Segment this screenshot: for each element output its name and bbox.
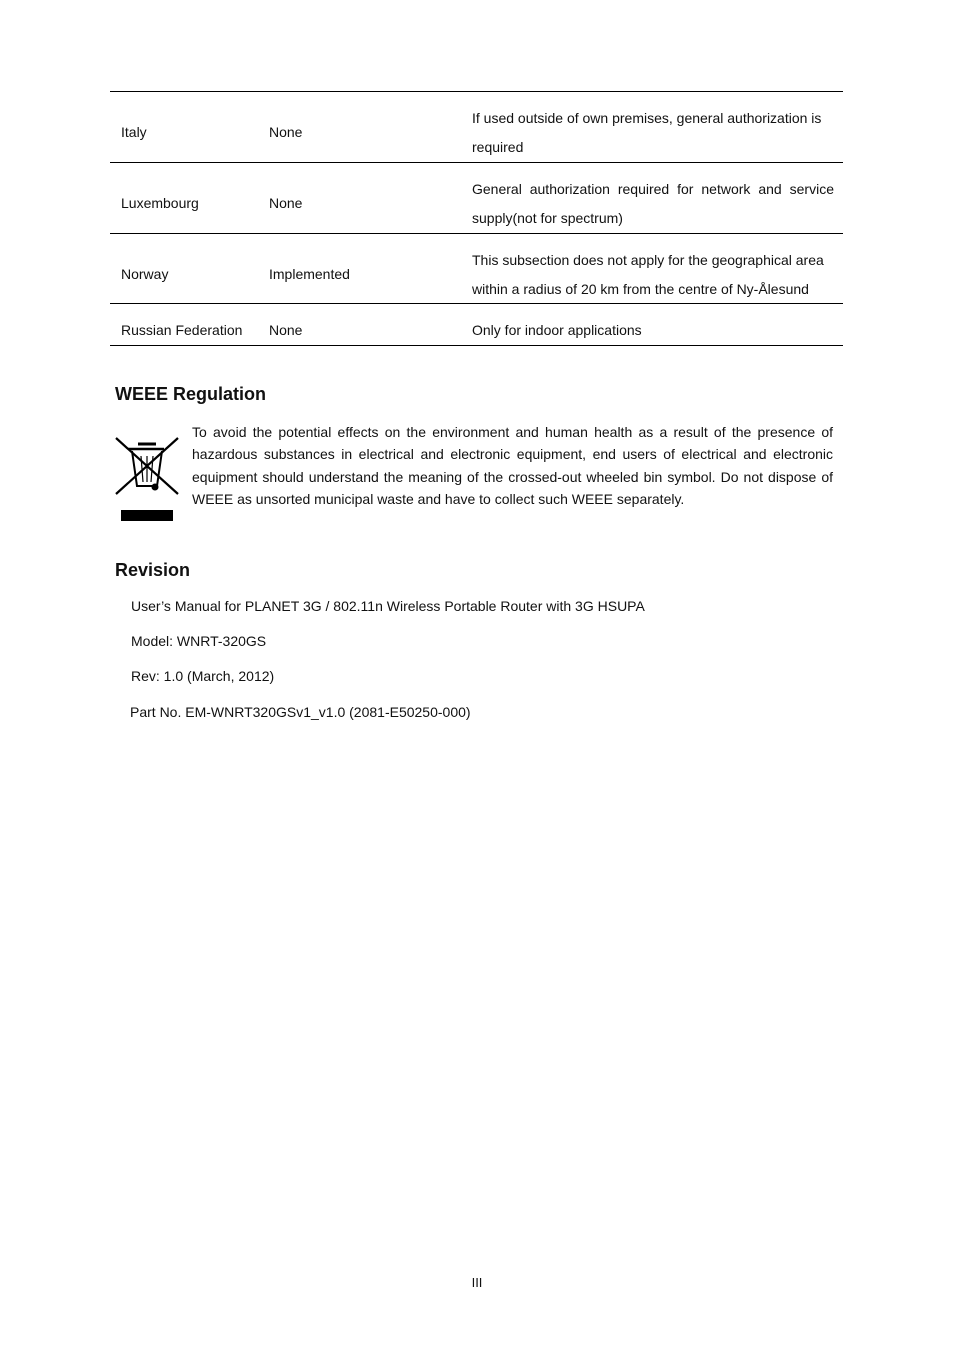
weee-heading: WEEE Regulation	[115, 384, 267, 404]
restriction-cell: General authorization required for network and service supply(not for spectrum)	[472, 181, 834, 226]
restriction-cell: Only for indoor applications	[472, 322, 642, 338]
country-cell: Norway	[121, 266, 169, 282]
manual-title: User’s Manual for PLANET 3G / 802.11n Wireless Portable Router with 3G HSUPA	[131, 598, 645, 614]
rev-line: Rev: 1.0 (March, 2012)	[131, 668, 275, 684]
country-cell: Luxembourg	[121, 195, 199, 211]
table-row	[110, 234, 843, 304]
revision-heading: Revision	[115, 560, 191, 580]
page-number: III	[471, 1275, 483, 1290]
weee-paragraph: To avoid the potential effects on the environment and human health as a result of the presence of hazardous substances in electrical and electronic equipment, end users of electrical and electronic equipment should understand the meaning of the crossed-out wheeled bin symbol. Do not dispose of WEEE as unsorted municipal waste and have to collect such WEEE separately.	[192, 424, 833, 507]
table-row	[110, 163, 843, 234]
status-cell: None	[269, 322, 303, 338]
status-cell: None	[269, 124, 303, 140]
part-number-line: Part No. EM-WNRT320GSv1_v1.0 (2081-E50250-000)	[130, 704, 471, 720]
country-cell: Italy	[121, 124, 147, 140]
model-line: Model: WNRT-320GS	[131, 633, 267, 649]
status-cell: None	[269, 195, 303, 211]
country-cell: Russian Federation	[121, 322, 243, 338]
restriction-cell: If used outside of own premises, general authorization is required	[472, 110, 822, 155]
regulatory-table	[110, 91, 843, 346]
crossed-out-wheeled-bin-icon	[114, 436, 180, 524]
restriction-cell: This subsection does not apply for the geographical area within a radius of 20 km from the centre of Ny-Ålesund	[472, 252, 824, 297]
status-cell: Implemented	[269, 266, 350, 282]
table-row	[110, 92, 843, 163]
table-row	[110, 304, 843, 346]
